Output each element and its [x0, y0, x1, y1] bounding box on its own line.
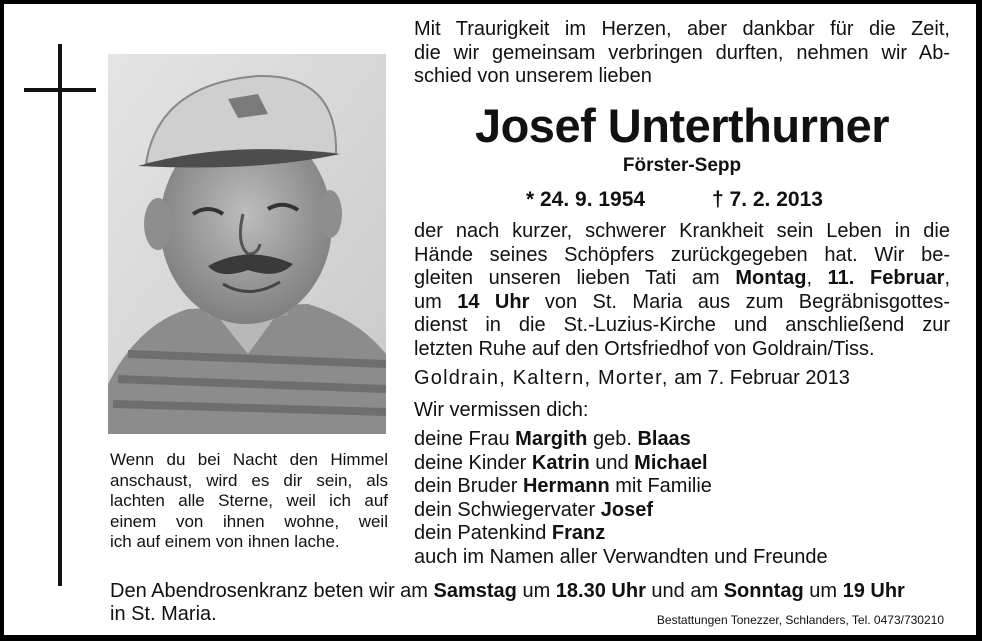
funeral-date: 11. Februar: [827, 267, 945, 289]
relation: mit Familie: [609, 475, 712, 498]
family-list: [414, 428, 828, 570]
family-member: [414, 452, 828, 476]
member-name: Margith: [515, 428, 588, 450]
poem-line: Wenn du bei Nacht den Himmel: [110, 450, 388, 469]
poem-line: ich auf einem von ihnen lache.: [110, 532, 340, 551]
body-line: dienst in die St.-Luzius-Kirche und anschließend zur: [414, 314, 950, 336]
rosary-day: Sonntag: [723, 580, 804, 602]
relation: dein Bruder: [414, 475, 523, 498]
family-member: [414, 522, 828, 546]
intro-line: schied von unserem lieben: [414, 65, 652, 87]
cross-icon: [58, 44, 62, 586]
death-date: † 7. 2. 2013: [712, 188, 823, 211]
place-and-date: [414, 366, 850, 390]
deceased-name: Josef Unterthurner: [474, 99, 890, 152]
body-text: ,: [806, 267, 828, 289]
family-member: [414, 499, 828, 523]
footer-text: und am: [645, 580, 724, 602]
member-name: Franz: [551, 522, 606, 545]
relation: geb.: [587, 428, 638, 450]
miss-heading: Wir vermissen dich:: [414, 399, 589, 421]
footer-text: um: [803, 580, 843, 602]
member-name: Hermann: [522, 475, 610, 498]
poem-line: einem von ihnen wohne, weil: [110, 511, 388, 531]
member-name: Michael: [634, 451, 708, 474]
member-name: Blaas: [637, 428, 691, 450]
places: Goldrain, Kaltern, Morter,: [414, 367, 669, 389]
member-name: Josef: [600, 498, 654, 521]
intro-line: Mit Traurigkeit im Herzen, aber dankbar für die Zeit,: [414, 18, 950, 40]
relation: und: [589, 451, 635, 474]
footer-text: Den Abendrosenkranz beten wir am: [110, 580, 434, 602]
family-member: [414, 475, 828, 499]
rosary-day: Samstag: [433, 580, 517, 602]
relation: deine Frau: [414, 428, 516, 450]
memorial-poem: [110, 450, 388, 553]
relation: dein Schwiegervater: [414, 498, 601, 521]
poem-line: lachten alle Sterne, weil ich auf: [110, 491, 388, 510]
rosary-time: 19 Uhr: [842, 580, 905, 602]
notice-date: am 7. Februar 2013: [668, 367, 850, 389]
family-member: [414, 428, 828, 452]
portrait-photo: [108, 54, 386, 434]
body-text: ,: [944, 267, 951, 289]
obituary-card: [4, 4, 976, 635]
body-line: der nach kurzer, schwerer Krankheit sein Leben in die: [414, 220, 950, 242]
body-text: von St. Maria aus zum Begräbnisgottes-: [529, 290, 950, 313]
member-name: Katrin: [531, 451, 590, 474]
body-line: [414, 267, 950, 291]
undertaker-credit: Bestattungen Tonezzer, Schlanders, Tel. 0473/730210: [656, 613, 944, 627]
rosary-line: [110, 580, 952, 603]
footer-text: um: [516, 580, 556, 602]
rosary-time: 18.30 Uhr: [555, 580, 646, 602]
funeral-time: 14 Uhr: [457, 290, 530, 313]
body-line: Hände seines Schöpfers zurückgegeben hat. Wir be-: [414, 243, 950, 266]
relation: deine Kinder: [414, 451, 532, 474]
funeral-details: [414, 220, 950, 361]
body-line: [414, 291, 950, 315]
funeral-day: Montag: [735, 267, 807, 289]
body-line: letzten Ruhe auf den Ortsfriedhof von Goldrain/Tiss.: [414, 337, 875, 360]
rosary-location: in St. Maria.: [110, 603, 217, 625]
family-closing: auch im Namen aller Verwandten und Freunde: [414, 545, 828, 568]
relation: dein Patenkind: [414, 522, 552, 545]
deceased-nickname: Förster-Sepp: [622, 155, 742, 176]
poem-line: anschaust, wird es dir sein, als: [110, 470, 388, 490]
birth-date: * 24. 9. 1954: [526, 188, 646, 211]
intro-text: [414, 18, 950, 89]
intro-line: die wir gemeinsam verbringen durften, nehmen wir Ab-: [414, 41, 950, 64]
cross-icon-bar: [24, 88, 96, 92]
body-text: gleiten unseren lieben Tati am: [414, 267, 736, 289]
body-text: um: [414, 290, 458, 313]
